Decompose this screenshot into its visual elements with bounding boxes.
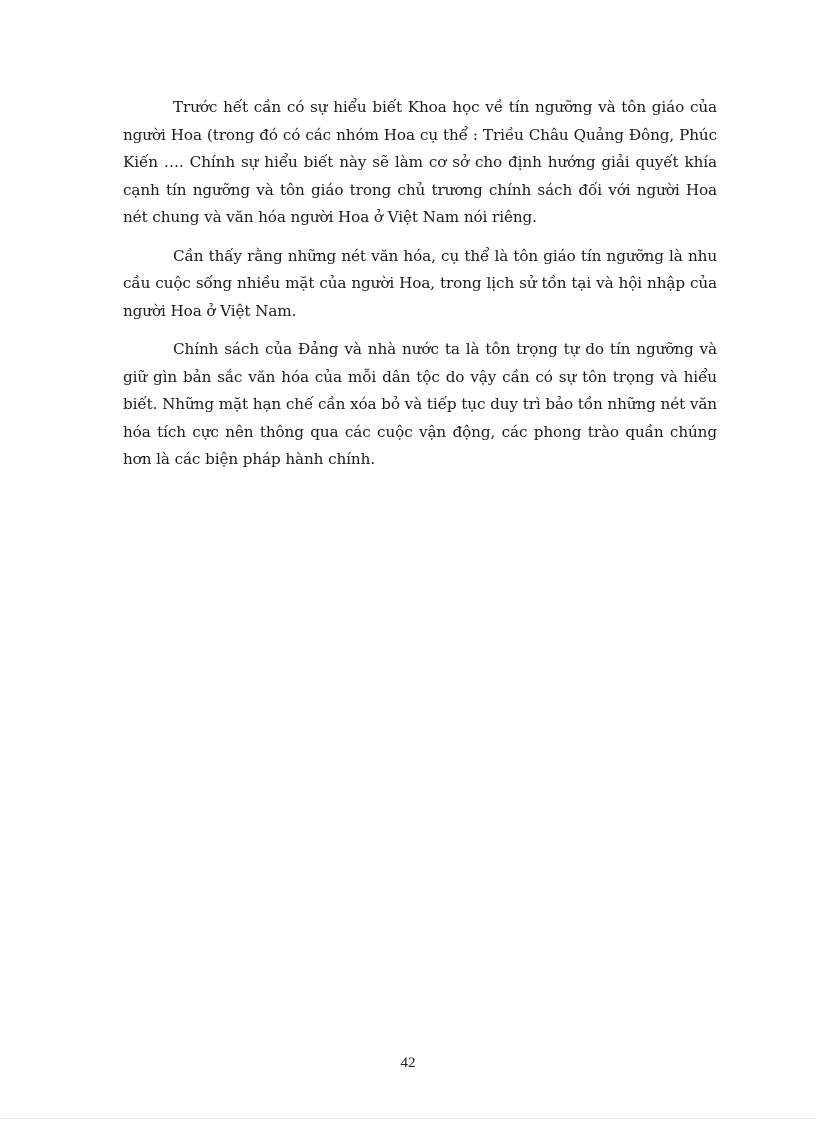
paragraph-1: Trước hết cần có sự hiểu biết Khoa học về tín ngưỡng và tôn giáo của người Hoa (trong đó có các nhóm Hoa cụ thể : Triều Châu Quảng Đông, Phúc Kiến …. Chính sự hiểu biết này sẽ làm cơ sở cho định hướng giải quyết khía cạnh tín ngưỡng và tôn giáo trong chủ trương chính sách đối với người Hoa nét chung và văn hóa người Hoa ở Việt Nam nói riêng.	[123, 98, 717, 226]
page-number: 42	[400, 1055, 416, 1071]
paragraph-2: Cần thấy rằng những nét văn hóa, cụ thể là tôn giáo tín ngưỡng là nhu cầu cuộc sống nhiều mặt của người Hoa, trong lịch sử tồn tại và hội nhập của người Hoa ở Việt Nam.	[123, 246, 717, 320]
body-text	[123, 94, 717, 485]
paragraph-3: Chính sách của Đảng và nhà nước ta là tôn trọng tự do tín ngưỡng và giữ gìn bản sắc văn hóa của mỗi dân tộc do vậy cần có sự tôn trọng và hiểu biết. Những mặt hạn chế cần xóa bỏ và tiếp tục duy trì bảo tồn những nét văn hóa tích cực nên thông qua các cuộc vận động, các phong trào quần chúng hơn là các biện pháp hành chính.	[123, 340, 717, 468]
page-bottom-divider	[0, 1118, 816, 1119]
